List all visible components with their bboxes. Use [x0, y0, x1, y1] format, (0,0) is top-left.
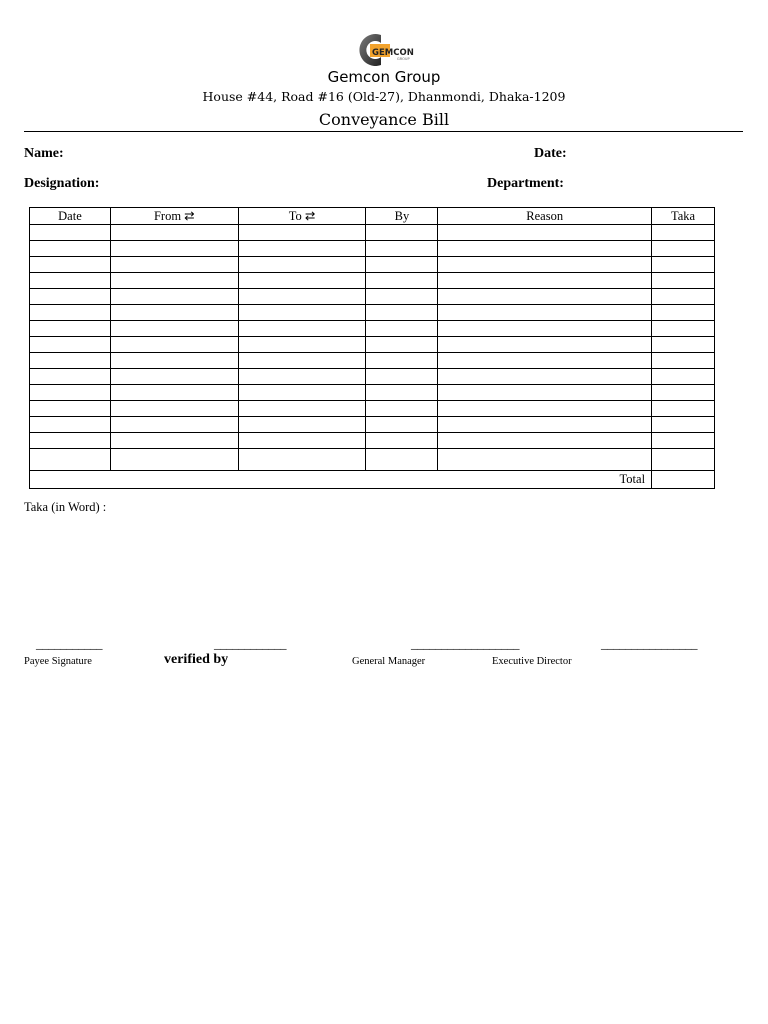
table-row	[30, 257, 715, 273]
cell-to[interactable]	[238, 289, 366, 305]
cell-from[interactable]	[110, 449, 238, 471]
cell-reason[interactable]	[438, 449, 652, 471]
column-header-to: To ⇄	[238, 208, 366, 225]
table-row	[30, 417, 715, 433]
department-label: Department:	[487, 176, 564, 191]
payee-signature-label: Payee Signature	[24, 656, 92, 667]
cell-to[interactable]	[238, 337, 366, 353]
cell-taka[interactable]	[652, 417, 715, 433]
cell-from[interactable]	[110, 417, 238, 433]
cell-by[interactable]	[366, 417, 438, 433]
cell-from[interactable]	[110, 289, 238, 305]
cell-to[interactable]	[238, 353, 366, 369]
cell-date[interactable]	[30, 321, 111, 337]
cell-from[interactable]	[110, 369, 238, 385]
cell-taka[interactable]	[652, 257, 715, 273]
company-logo	[351, 31, 417, 69]
logo-subtext: GROUP	[397, 57, 410, 61]
table-row	[30, 337, 715, 353]
cell-date[interactable]	[30, 289, 111, 305]
cell-to[interactable]	[238, 273, 366, 289]
cell-to[interactable]	[238, 305, 366, 321]
cell-reason[interactable]	[438, 289, 652, 305]
cell-from[interactable]	[110, 305, 238, 321]
conveyance-table	[29, 207, 715, 489]
cell-by[interactable]	[366, 321, 438, 337]
cell-from[interactable]	[110, 433, 238, 449]
ed-signature-line: ________________	[601, 636, 697, 651]
cell-from[interactable]	[110, 385, 238, 401]
company-name: Gemcon Group	[327, 68, 441, 86]
cell-taka[interactable]	[652, 305, 715, 321]
cell-date[interactable]	[30, 449, 111, 471]
cell-to[interactable]	[238, 369, 366, 385]
general-manager-label: General Manager	[352, 656, 426, 667]
cell-date[interactable]	[30, 385, 111, 401]
table-row	[30, 305, 715, 321]
cell-taka[interactable]	[652, 433, 715, 449]
cell-date[interactable]	[30, 369, 111, 385]
cell-from[interactable]	[110, 401, 238, 417]
total-label: Total	[30, 471, 652, 489]
cell-reason[interactable]	[438, 337, 652, 353]
company-address: House #44, Road #16 (Old-27), Dhanmondi, Dhaka-1209	[202, 89, 566, 104]
cell-taka[interactable]	[652, 369, 715, 385]
date-label: Date:	[534, 146, 567, 161]
total-row	[30, 471, 715, 489]
cell-taka[interactable]	[652, 385, 715, 401]
cell-to[interactable]	[238, 257, 366, 273]
cell-taka[interactable]	[652, 449, 715, 471]
column-header-by: By	[366, 208, 438, 225]
cell-by[interactable]	[366, 241, 438, 257]
column-header-from: From ⇄	[110, 208, 238, 225]
cell-taka[interactable]	[652, 241, 715, 257]
table-row	[30, 401, 715, 417]
cell-by[interactable]	[366, 273, 438, 289]
table-row	[30, 225, 715, 241]
table-row	[30, 353, 715, 369]
cell-reason[interactable]	[438, 305, 652, 321]
cell-reason[interactable]	[438, 225, 652, 241]
cell-taka[interactable]	[652, 273, 715, 289]
document-title: Conveyance Bill	[318, 110, 450, 129]
cell-reason[interactable]	[438, 257, 652, 273]
table-row	[30, 321, 715, 337]
cell-from[interactable]	[110, 257, 238, 273]
cell-to[interactable]	[238, 385, 366, 401]
cell-date[interactable]	[30, 433, 111, 449]
header-divider	[24, 131, 743, 132]
cell-taka[interactable]	[652, 289, 715, 305]
cell-from[interactable]	[110, 273, 238, 289]
payee-signature-line: ___________	[36, 636, 102, 651]
cell-by[interactable]	[366, 337, 438, 353]
cell-reason[interactable]	[438, 321, 652, 337]
column-header-date: Date	[30, 208, 111, 225]
cell-reason[interactable]	[438, 433, 652, 449]
cell-from[interactable]	[110, 241, 238, 257]
table-header-row	[30, 208, 715, 225]
cell-by[interactable]	[366, 433, 438, 449]
designation-label: Designation:	[24, 176, 100, 191]
cell-taka[interactable]	[652, 321, 715, 337]
cell-from[interactable]	[110, 353, 238, 369]
cell-by[interactable]	[366, 289, 438, 305]
name-label: Name:	[24, 146, 64, 161]
cell-by[interactable]	[366, 401, 438, 417]
executive-director-label: Executive Director	[492, 656, 572, 667]
cell-by[interactable]	[366, 353, 438, 369]
cell-from[interactable]	[110, 337, 238, 353]
cell-reason[interactable]	[438, 401, 652, 417]
table-row	[30, 273, 715, 289]
cell-date[interactable]	[30, 401, 111, 417]
cell-date[interactable]	[30, 353, 111, 369]
cell-reason[interactable]	[438, 417, 652, 433]
taka-in-word-label: Taka (in Word) :	[24, 500, 107, 514]
cell-reason[interactable]	[438, 273, 652, 289]
cell-to[interactable]	[238, 401, 366, 417]
cell-taka[interactable]	[652, 401, 715, 417]
column-header-taka: Taka	[652, 208, 715, 225]
verified-by-label: verified by	[164, 652, 229, 667]
cell-by[interactable]	[366, 369, 438, 385]
cell-reason[interactable]	[438, 369, 652, 385]
table-row	[30, 289, 715, 305]
cell-reason[interactable]	[438, 241, 652, 257]
cell-reason[interactable]	[438, 353, 652, 369]
gm-signature-line: __________________	[411, 636, 519, 651]
column-header-reason: Reason	[438, 208, 652, 225]
cell-taka[interactable]	[652, 337, 715, 353]
cell-by[interactable]	[366, 225, 438, 241]
table-row	[30, 449, 715, 471]
cell-date[interactable]	[30, 273, 111, 289]
table-row	[30, 241, 715, 257]
cell-by[interactable]	[366, 385, 438, 401]
cell-to[interactable]	[238, 433, 366, 449]
cell-date[interactable]	[30, 241, 111, 257]
table-row	[30, 369, 715, 385]
cell-date[interactable]	[30, 305, 111, 321]
cell-date[interactable]	[30, 257, 111, 273]
table-row	[30, 433, 715, 449]
cell-date[interactable]	[30, 337, 111, 353]
cell-date[interactable]	[30, 225, 111, 241]
total-taka-cell[interactable]	[652, 471, 715, 489]
logo-text: GEMCON	[372, 48, 414, 58]
cell-by[interactable]	[366, 305, 438, 321]
cell-to[interactable]	[238, 321, 366, 337]
cell-by[interactable]	[366, 449, 438, 471]
cell-taka[interactable]	[652, 353, 715, 369]
cell-reason[interactable]	[438, 385, 652, 401]
table-row	[30, 385, 715, 401]
cell-taka[interactable]	[652, 225, 715, 241]
cell-by[interactable]	[366, 257, 438, 273]
cell-date[interactable]	[30, 417, 111, 433]
verifier-signature-line: ____________	[214, 636, 286, 651]
cell-to[interactable]	[238, 449, 366, 471]
cell-from[interactable]	[110, 225, 238, 241]
cell-from[interactable]	[110, 321, 238, 337]
cell-to[interactable]	[238, 241, 366, 257]
cell-to[interactable]	[238, 417, 366, 433]
cell-to[interactable]	[238, 225, 366, 241]
